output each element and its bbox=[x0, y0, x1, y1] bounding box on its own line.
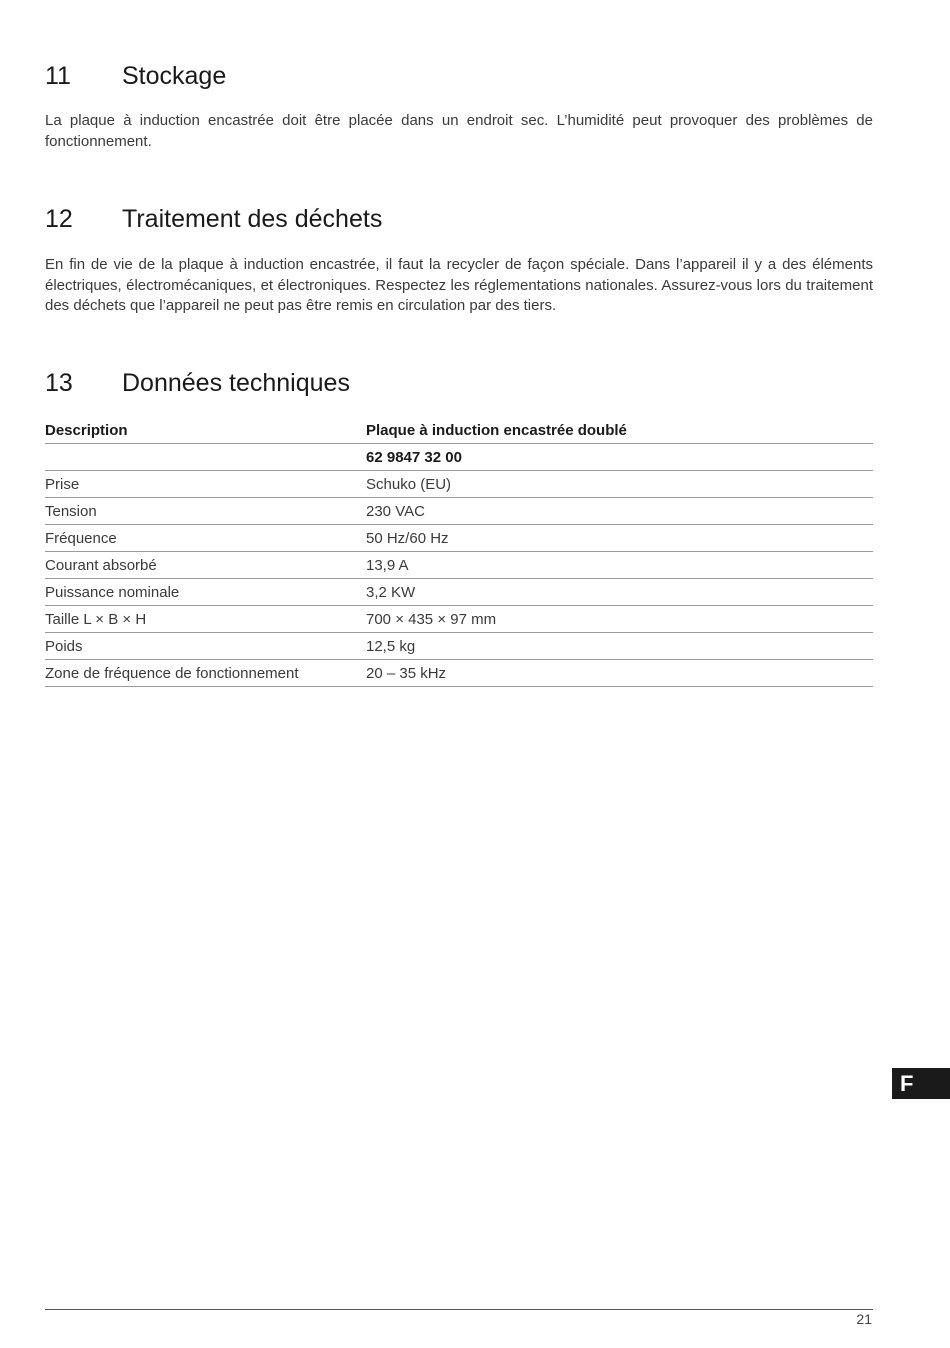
spec-value: 50 Hz/60 Hz bbox=[366, 525, 873, 552]
table-row bbox=[45, 579, 873, 606]
section-technical-data bbox=[45, 369, 873, 398]
section-title: Traitement des déchets bbox=[122, 205, 383, 233]
spec-label: Poids bbox=[45, 633, 366, 660]
section-paragraph: En fin de vie de la plaque à induction encastrée, il faut la recycler de façon spéciale. Dans l’appareil il y a des éléments électriques, électromécaniques, et électroniques. Respectez les réglementations nationales. Assurez-vous lors du traitement des déchets que l’appareil ne peut pas être remis en circulation par des tiers. bbox=[45, 256, 873, 314]
spec-value: 12,5 kg bbox=[366, 633, 873, 660]
table-row bbox=[45, 606, 873, 633]
table-row bbox=[45, 552, 873, 579]
table-row bbox=[45, 471, 873, 498]
spec-label: Courant absorbé bbox=[45, 552, 366, 579]
spec-value: 13,9 A bbox=[366, 552, 873, 579]
section-heading bbox=[45, 62, 873, 91]
page-number: 21 bbox=[856, 1311, 872, 1327]
spec-value: Schuko (EU) bbox=[366, 471, 873, 498]
spec-value: 700 × 435 × 97 mm bbox=[366, 606, 873, 633]
section-paragraph: La plaque à induction encastrée doit être placée dans un endroit sec. L’humidité peut provoquer des problèmes de fonctionnement. bbox=[45, 112, 873, 150]
article-number: 62 9847 32 00 bbox=[366, 444, 873, 471]
table-row bbox=[45, 498, 873, 525]
footer-divider bbox=[45, 1309, 873, 1310]
section-title: Stockage bbox=[122, 62, 227, 90]
header-description: Description bbox=[45, 417, 366, 444]
spec-label: Taille L × B × H bbox=[45, 606, 366, 633]
spec-value: 3,2 KW bbox=[366, 579, 873, 606]
article-label-cell bbox=[45, 444, 366, 471]
spec-label: Fréquence bbox=[45, 525, 366, 552]
spec-value: 20 – 35 kHz bbox=[366, 660, 873, 687]
header-product: Plaque à induction encastrée doublé bbox=[366, 417, 873, 444]
section-number: 13 bbox=[45, 369, 73, 397]
article-number-row bbox=[45, 444, 873, 471]
section-heading bbox=[45, 205, 873, 234]
table-header-row bbox=[45, 417, 873, 444]
section-title: Données techniques bbox=[122, 369, 350, 397]
section-number: 11 bbox=[45, 62, 71, 90]
section-waste-disposal bbox=[45, 205, 873, 317]
spec-value: 230 VAC bbox=[366, 498, 873, 525]
table-row bbox=[45, 525, 873, 552]
table-row bbox=[45, 633, 873, 660]
spec-label: Tension bbox=[45, 498, 366, 525]
language-tab: F bbox=[892, 1068, 950, 1099]
spec-label: Prise bbox=[45, 471, 366, 498]
section-storage bbox=[45, 62, 873, 152]
technical-data-table bbox=[45, 417, 873, 687]
section-heading bbox=[45, 369, 873, 398]
spec-label: Puissance nominale bbox=[45, 579, 366, 606]
section-number: 12 bbox=[45, 205, 73, 233]
table-row bbox=[45, 660, 873, 687]
spec-label: Zone de fréquence de fonctionnement bbox=[45, 660, 366, 687]
